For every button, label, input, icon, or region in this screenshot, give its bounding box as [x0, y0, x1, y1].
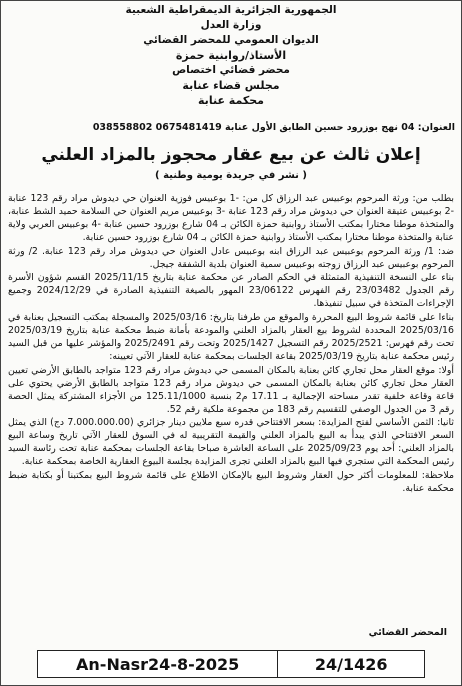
requesting-parties-paragraph: بطلب من: ورثة المرحوم بوعبيس عبد الرزاق كل من: -1 بوعبيس فوزية العنوان حي ديدوش مراد رقم 123 عنابة -2 بوعبيس عتيقة العنوان حي ديدوش مراد رقم 123 عنابة -3 بوعبيس مريم العنوان حي السلامة حميد الشط عنابة، والمتخذة موطنا مختارا بمكتب الأستاذ روابنية حمزة الكائن بـ 04 شارع بوزرود حسين عنابة -4 بوعبيس العربي ولاية عنابة والمتخذة موطنا مختارا بمكتب الأستاذ روابنية حمزة الكائن بـ 04 شارع بوزرود حسين عنابة. — [8, 193, 455, 243]
republic-heading: الجمهورية الجزائرية الديمقراطية الشعبية — [125, 4, 337, 16]
court-name: محكمة عنابة — [198, 94, 264, 107]
ministry-heading: وزارة العدل — [200, 19, 262, 31]
judgment-basis-paragraph: بناء على النسخة التنفيذية المتمثلة في الحكم الصادر عن محكمة عنابة بتاريخ 2025/11/15 القسم شؤون الأسرة رقم الجدول 23/03482 رقم الفهرس 23/06122 المهور بالصيغة التنفيذية الصادرة في 2024/12/29 وجميع الإجراءات المتخذة في سبيل تنفيذها. — [8, 272, 454, 310]
address-text: العنوان: 04 نهج بوزرود حسين الطابق الأول عنابة — [225, 122, 455, 133]
property-description-paragraph: أولا: موقع العقار محل تجاري كائن بعنابة بالمكان المسمى حي ديدوش مراد رقم 123 متواجد بالطابق الأرضي تعيين العقار محل تجاري كائن بعنابة بالمكان المسمى حي ديدوش مراد رقم 123 متواجد بالطابق الأرضي يحتوي على قاعة وقاعة خلفية تقدر مساحته الإجمالية بـ 17.11 م2 بنسبة 125.11/1000 من الأجزاء المشتركة يمثل الحصة رقم 3 من الجدول الوصفي للتقسيم رقم 183 من مجموعة ملكية رقم 52. — [8, 364, 454, 415]
publication-footer — [37, 650, 425, 678]
notice-header — [1, 3, 461, 108]
publication-date: An-Nasr24-8-2025 — [38, 651, 278, 677]
defendants-paragraph: ضد: 1/ ورثة المرحوم بوعبيس عبد الرزاق ابنه بوعبيس عادل العنوان حي ديدوش مراد رقم 123 عنابة. 2/ ورثة المرحوم بوعبيس عبد الرزاق زوجته بوعبيس سمية العنوان بلدية الشفقة جيجل. — [8, 245, 454, 270]
court-council: مجلس قضاء عنابة — [182, 79, 280, 92]
office-address — [7, 121, 455, 134]
bailiff-signature: المحضر القضائي — [368, 627, 447, 638]
notice-body — [8, 193, 454, 497]
notice-title: إعلان ثالث عن بيع عقار محجوز بالمزاد العلني — [41, 145, 421, 165]
sale-conditions-paragraph: بناءا على قائمة شروط البيع المحررة والموقع من طرفنا بتاريخ: 2025/03/16 والمسجلة بمكتب التسجيل بعنابة في 2025/03/16 المحددة لشروط بيع العقار بالمزاد العلني والمودعة بأمانة ضبط محكمة عنابة بتاريخ 2025/03/19 تحت رقم فهرس: 2025/2521 رقم التسجيل 2025/1427 وتحت رقم 2025/2491 والمؤشر عليها من قبل السيد رئيس محكمة عنابة بتاريخ 2025/03/19 بقاعة الجلسات بمحكمة عنابة للعقار الآتي تعيينه: — [8, 312, 454, 362]
office-heading: الديوان العمومي للمحضر القضائي — [143, 34, 319, 46]
phone-numbers: 038558802 0675481419 — [92, 122, 222, 133]
opening-price-paragraph: ثانيا: الثمن الأساسي لفتح المزايدة: بسعر الافتتاحي قدره سبع ملايين دينار جزائري (7.000.000.00 دج) الذي يمثل السعر الافتتاحي الذي يبدأ به البيع بالمزاد العلني والقيمة التقريبية له في السوق للعقار الآتي تاريخ وساعة البيع بالمزاد العلني: أحد يوم 2025/09/23 على الساعة العاشرة صباحا بقاعة الجلسات بمحكمة عنابة تحت رئاسة السيد رئيس المحكمة التي ستجري فيها البيع بالمزاد العلني تجرى المزايدة بجلسة البيوع العقارية الخاصة بمحكمة عنابة. — [8, 417, 454, 468]
bailiff-name: الأستاذ/روابنية حمزة — [175, 49, 287, 62]
bailiff-title: محضر قضائي اختصاص — [172, 64, 290, 76]
notice-subtitle: ( نشر في جريدة يومية وطنية ) — [155, 170, 307, 181]
note-paragraph: ملاحظة: للمعلومات أكثر حول العقار وشروط البيع بالإمكان الاطلاع على قائمة شروط البيع بمكتبنا أو بكتابة ضبط محكمة عنابة. — [8, 470, 454, 494]
publication-reference: 24/1426 — [314, 654, 388, 674]
